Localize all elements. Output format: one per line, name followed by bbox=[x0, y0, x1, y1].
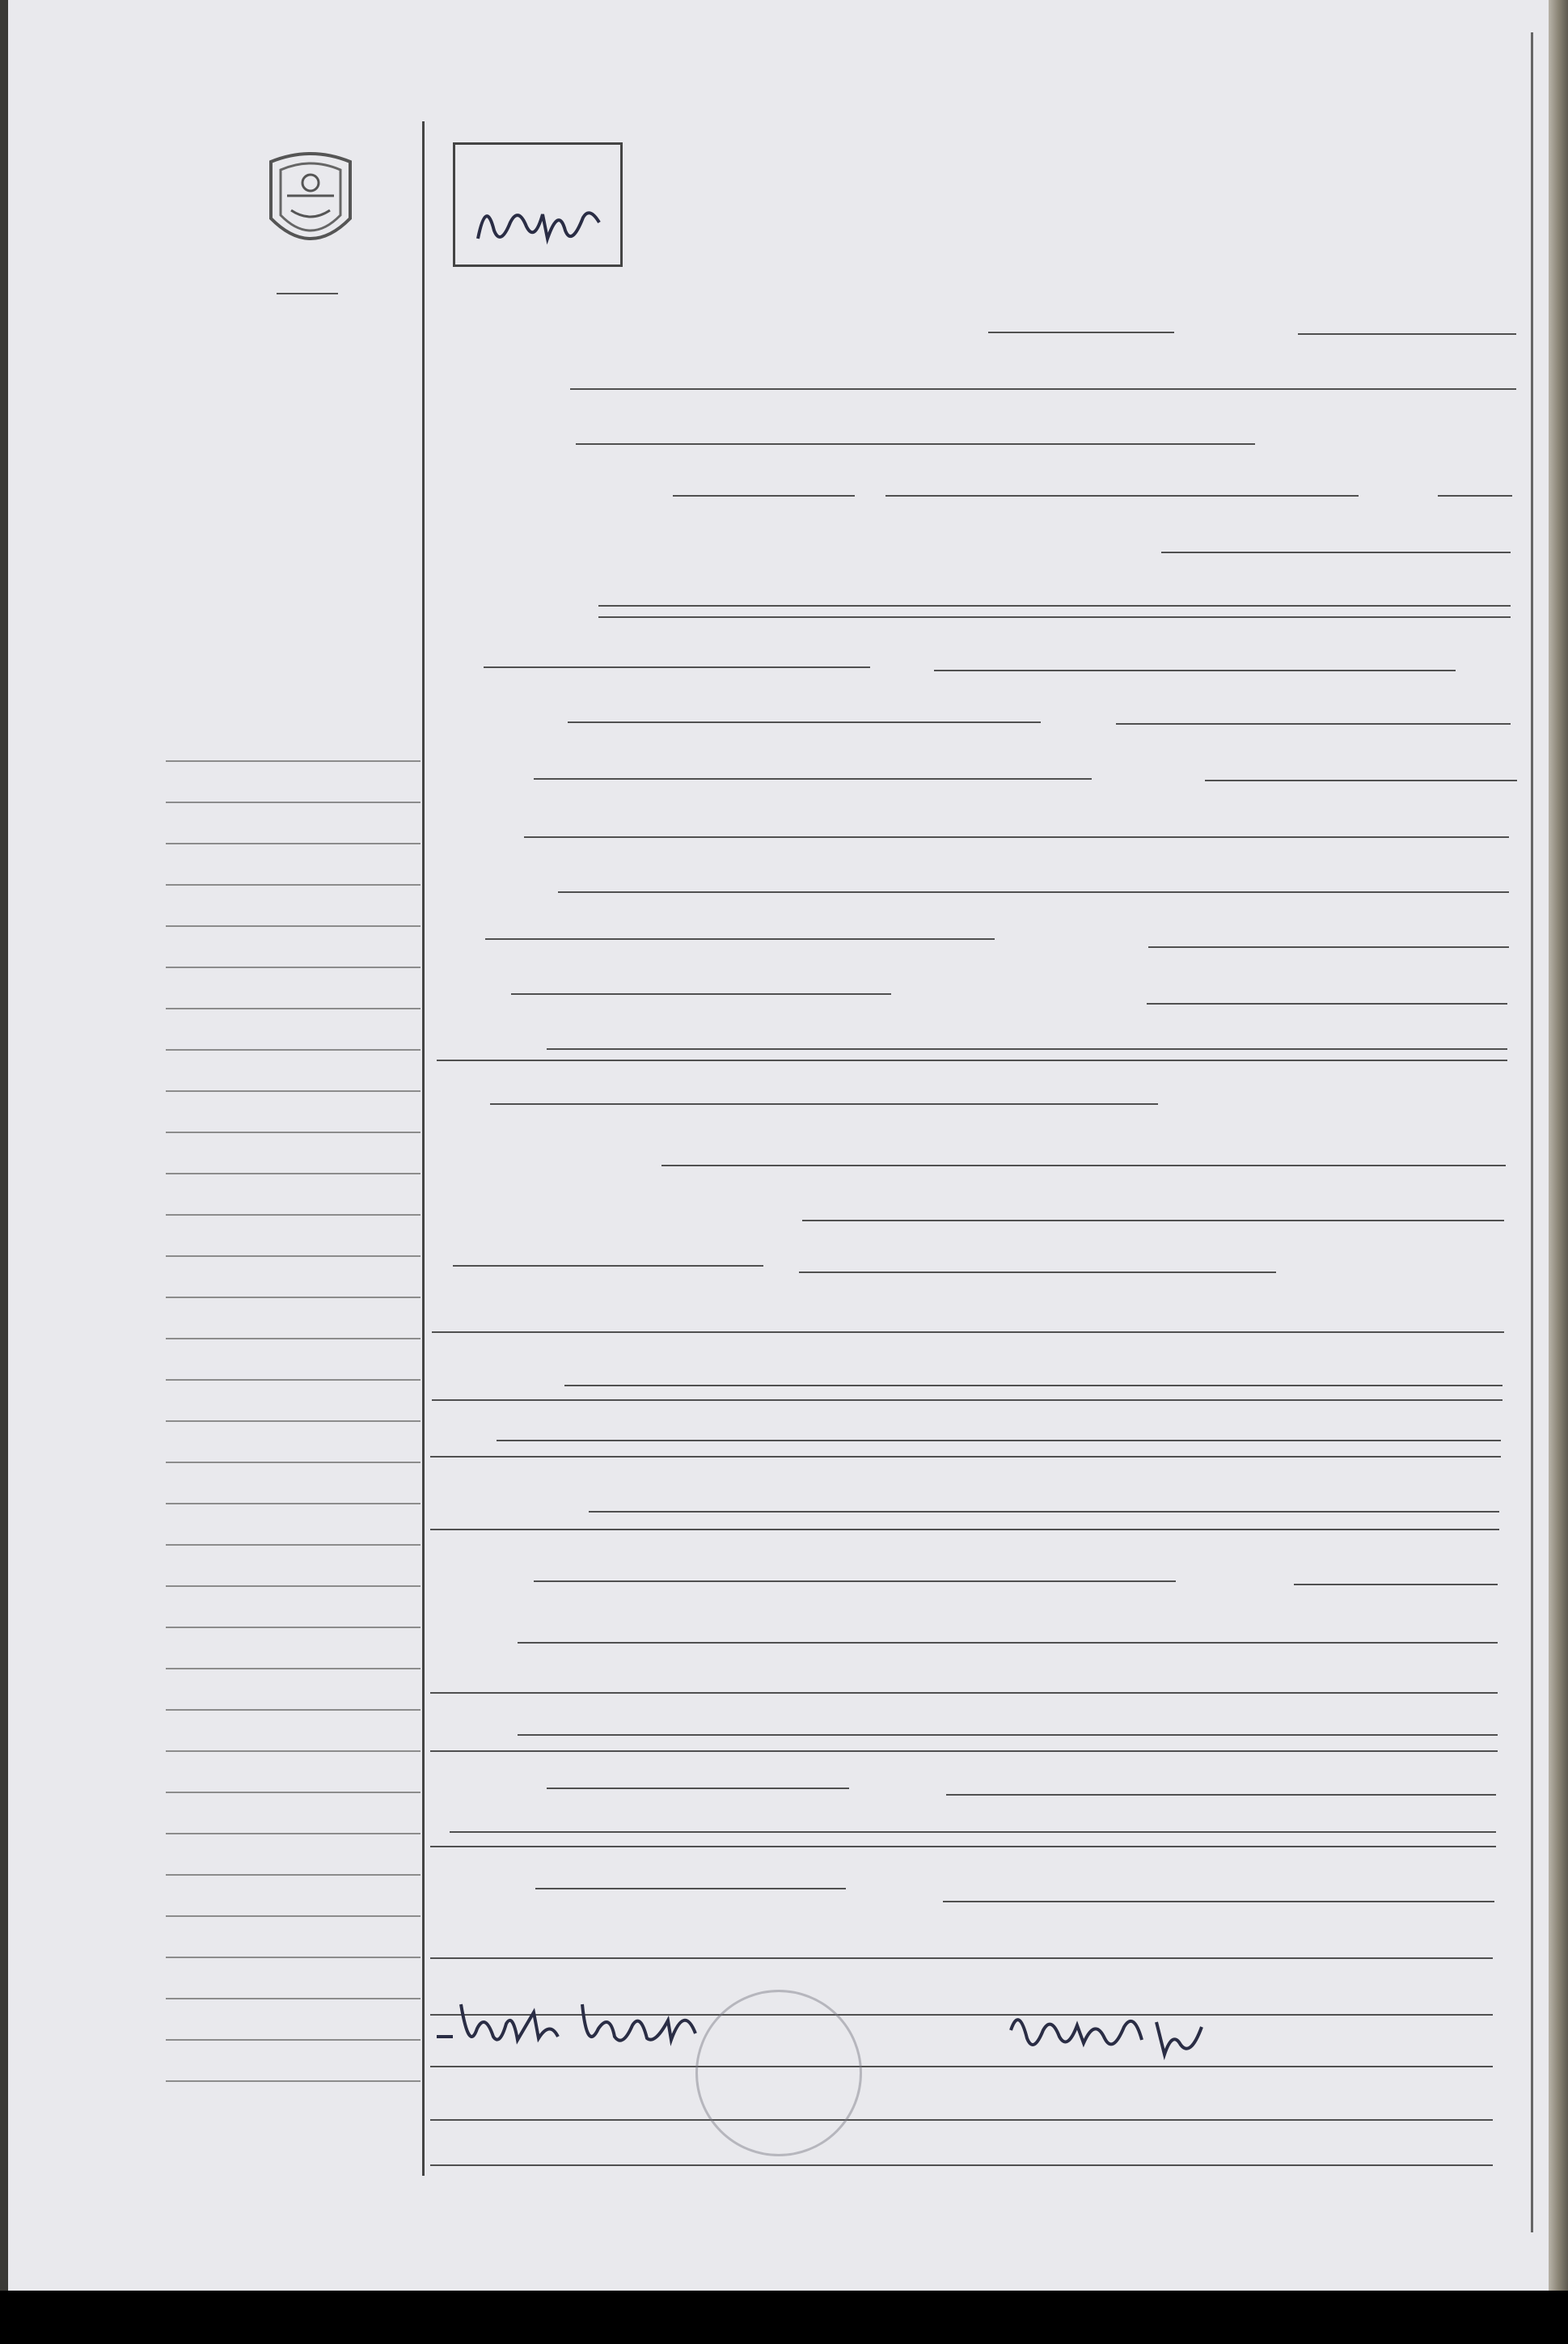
coat-of-arms-icon bbox=[263, 146, 358, 259]
dia-line bbox=[673, 495, 855, 497]
padre-line-2 bbox=[432, 1399, 1502, 1401]
testigo2-line bbox=[450, 1831, 1496, 1833]
libro-line bbox=[988, 332, 1174, 333]
footer-bar bbox=[0, 2291, 1568, 2344]
nacido-mes-line bbox=[799, 1271, 1276, 1273]
declarante-line bbox=[534, 1580, 1176, 1582]
redacto-box bbox=[453, 142, 623, 267]
sexo-line bbox=[484, 666, 870, 668]
signature-line-4 bbox=[430, 2164, 1493, 2166]
domicilio-line bbox=[524, 836, 1509, 838]
en-line bbox=[570, 388, 1516, 390]
ocurrida-line bbox=[558, 891, 1509, 893]
otorgado-line bbox=[661, 1165, 1506, 1166]
profesion-line bbox=[534, 778, 1092, 780]
nacido-en-line bbox=[802, 1220, 1504, 1221]
edad-line bbox=[934, 670, 1456, 671]
departamento-line bbox=[576, 443, 1255, 445]
padre-line bbox=[564, 1385, 1502, 1386]
yo-oficial-line bbox=[1161, 552, 1511, 553]
testigos-line-2 bbox=[430, 1750, 1498, 1752]
nombre-line bbox=[598, 605, 1511, 607]
testigo2-line-2 bbox=[430, 1846, 1496, 1847]
ano-line bbox=[1438, 495, 1512, 497]
diagnostico-line-2 bbox=[437, 1060, 1507, 1061]
margin-divider bbox=[422, 121, 425, 2176]
nacionalidad-line bbox=[568, 721, 1041, 723]
estado-line bbox=[1116, 723, 1511, 725]
obran-line bbox=[430, 1692, 1498, 1694]
official-signature-icon bbox=[1003, 1998, 1229, 2071]
del-ano-line bbox=[1147, 1003, 1507, 1005]
a-las-line bbox=[485, 938, 995, 940]
asiento-line bbox=[1298, 333, 1516, 335]
testigo2-doc-line bbox=[535, 1888, 846, 1889]
conyuge-line-2 bbox=[430, 1529, 1499, 1530]
nacido-dia-line bbox=[453, 1265, 763, 1267]
divider bbox=[277, 293, 338, 294]
y-de-line-2 bbox=[430, 1456, 1501, 1458]
margin-rules bbox=[166, 760, 421, 2135]
segun-line bbox=[490, 1103, 1158, 1105]
signature-line-3 bbox=[430, 2119, 1493, 2121]
book-spine bbox=[1549, 0, 1568, 2291]
ministry-block bbox=[170, 275, 445, 294]
declarante-doc-line bbox=[1294, 1584, 1498, 1585]
page-border-right bbox=[1531, 32, 1533, 2232]
doc-ident-line bbox=[1205, 780, 1517, 781]
conyuge-line bbox=[589, 1511, 1499, 1513]
signature-icon bbox=[470, 182, 607, 255]
leida-line bbox=[430, 1957, 1493, 1959]
testigo2-domicilio-line bbox=[943, 1901, 1494, 1902]
y-de-line bbox=[497, 1440, 1501, 1441]
testigo1-domicilio-line bbox=[946, 1794, 1496, 1796]
declarante-domicilio-line bbox=[518, 1642, 1498, 1644]
del-mes-line bbox=[511, 993, 891, 995]
dia-texto-line bbox=[1148, 946, 1509, 948]
nombre-line-2 bbox=[598, 616, 1511, 618]
mes-line bbox=[885, 495, 1359, 497]
testigos-line bbox=[518, 1734, 1498, 1736]
nacido-ano-line bbox=[432, 1331, 1504, 1333]
declarant-signature-icon bbox=[429, 1988, 720, 2069]
diagnostico-line bbox=[547, 1048, 1507, 1050]
official-stamp-icon bbox=[695, 1990, 862, 2156]
testigo1-doc-line bbox=[547, 1788, 849, 1789]
